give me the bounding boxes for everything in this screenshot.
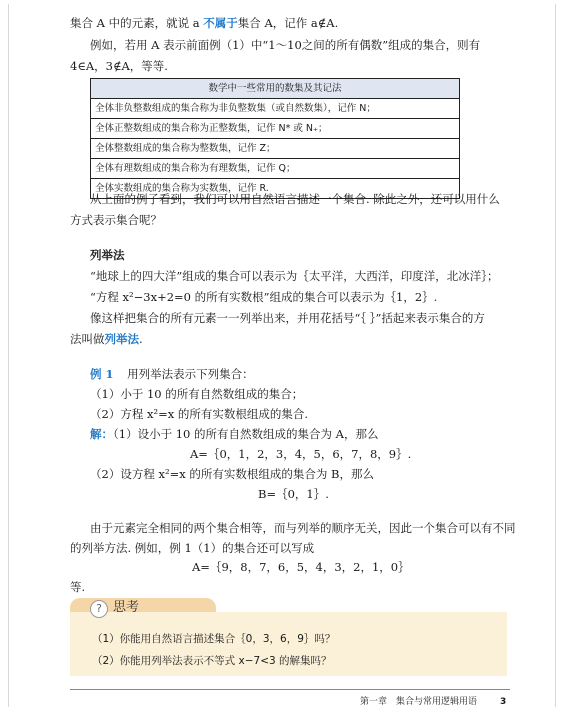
example-prompt: 用列举法表示下列集合： bbox=[127, 367, 254, 381]
solution-line-1 bbox=[90, 425, 378, 443]
intro-line-1 bbox=[70, 14, 338, 32]
equation-2: B=｛0，1｝. bbox=[258, 487, 329, 501]
para2-line-3: 等. bbox=[70, 580, 86, 594]
intro-line-3: 4∈A，3∉A，等等. bbox=[70, 59, 168, 73]
number-sets-table bbox=[90, 78, 460, 199]
table-row: 全体整数组成的集合称为整数集，记作 Z； bbox=[91, 139, 460, 159]
equation-1: A=｛0，1，2，3，4，5，6，7，8，9｝. bbox=[190, 447, 412, 461]
question-icon: ? bbox=[90, 600, 108, 618]
section-p2-post: . bbox=[139, 332, 143, 346]
table-row: 全体实数组成的集合称为实数集，记作 R. bbox=[91, 179, 460, 199]
equation-3: A=｛9，8，7，6，5，4，3，2，1，0｝ bbox=[192, 560, 410, 574]
term-not-belong: 不属于 bbox=[203, 16, 238, 30]
solution-1-text: （1）设小于 10 的所有自然数组成的集合为 A，那么 bbox=[113, 427, 379, 441]
term-enumeration: 列举法 bbox=[104, 332, 139, 346]
think-question-2: （2）你能用列举法表示不等式 x−7<3 的解集吗？ bbox=[92, 655, 332, 667]
section-p2-line-1: 像这样把集合的所有元素一一列举出来，并用花括号“｛ ｝”括起来表示集合的方 bbox=[90, 311, 485, 325]
intro-line-1-pre: 集合 A 中的元素，就说 a bbox=[70, 16, 204, 30]
solution-label: 解： bbox=[90, 427, 113, 441]
table-row: 全体有理数组成的集合称为有理数集，记作 Q； bbox=[91, 159, 460, 179]
para2-line-1: 由于元素完全相同的两个集合相等，而与列举的顺序无关，因此一个集合可以有不同 bbox=[90, 521, 516, 535]
section-p2-pre: 法叫做 bbox=[70, 332, 105, 346]
table-row: 全体非负整数组成的集合称为非负整数集（或自然数集），记作 N； bbox=[91, 99, 460, 119]
page-number: 3 bbox=[500, 697, 507, 707]
example-label: 例 1 bbox=[90, 367, 114, 381]
section-p1-line-2: “方程 x²−3x+2=0 的所有实数根”组成的集合可以表示为｛1，2｝. bbox=[90, 290, 438, 304]
para1-line-1: 从上面的例子看到，我们可以用自然语言描述一个集合. 除此之外，还可以用什么 bbox=[90, 192, 500, 206]
footer-chapter: 第一章 集合与常用逻辑用语 bbox=[360, 697, 478, 707]
solution-line-2: （2）设方程 x²=x 的所有实数根组成的集合为 B，那么 bbox=[90, 467, 374, 481]
section-p1-line-1: “地球上的四大洋”组成的集合可以表示为｛太平洋，大西洋，印度洋，北冰洋｝； bbox=[90, 269, 499, 283]
example-line bbox=[90, 365, 254, 383]
example-q1: （1）小于 10 的所有自然数组成的集合； bbox=[90, 387, 304, 401]
para1-line-2: 方式表示集合呢？ bbox=[70, 213, 162, 227]
footer-rule bbox=[70, 689, 510, 690]
think-question-1: （1）你能用自然语言描述集合｛0，3，6，9｝吗？ bbox=[92, 633, 336, 645]
para2-line-2: 的列举方法. 例如，例 1（1）的集合还可以写成 bbox=[70, 541, 315, 555]
intro-line-2: 例如，若用 A 表示前面例（1）中“1～10之间的所有偶数”组成的集合，则有 bbox=[90, 38, 481, 52]
section-p2-line-2 bbox=[70, 330, 143, 348]
think-title: 思考 bbox=[113, 600, 140, 615]
intro-line-1-post: 集合 A，记作 a∉A. bbox=[237, 16, 339, 30]
section-title: 列举法 bbox=[90, 248, 125, 262]
table-row: 全体正整数组成的集合称为正整数集，记作 N* 或 N₊； bbox=[91, 119, 460, 139]
example-q2: （2）方程 x²=x 的所有实数根组成的集合. bbox=[90, 407, 308, 421]
table-header: 数学中一些常用的数集及其记法 bbox=[91, 79, 460, 99]
